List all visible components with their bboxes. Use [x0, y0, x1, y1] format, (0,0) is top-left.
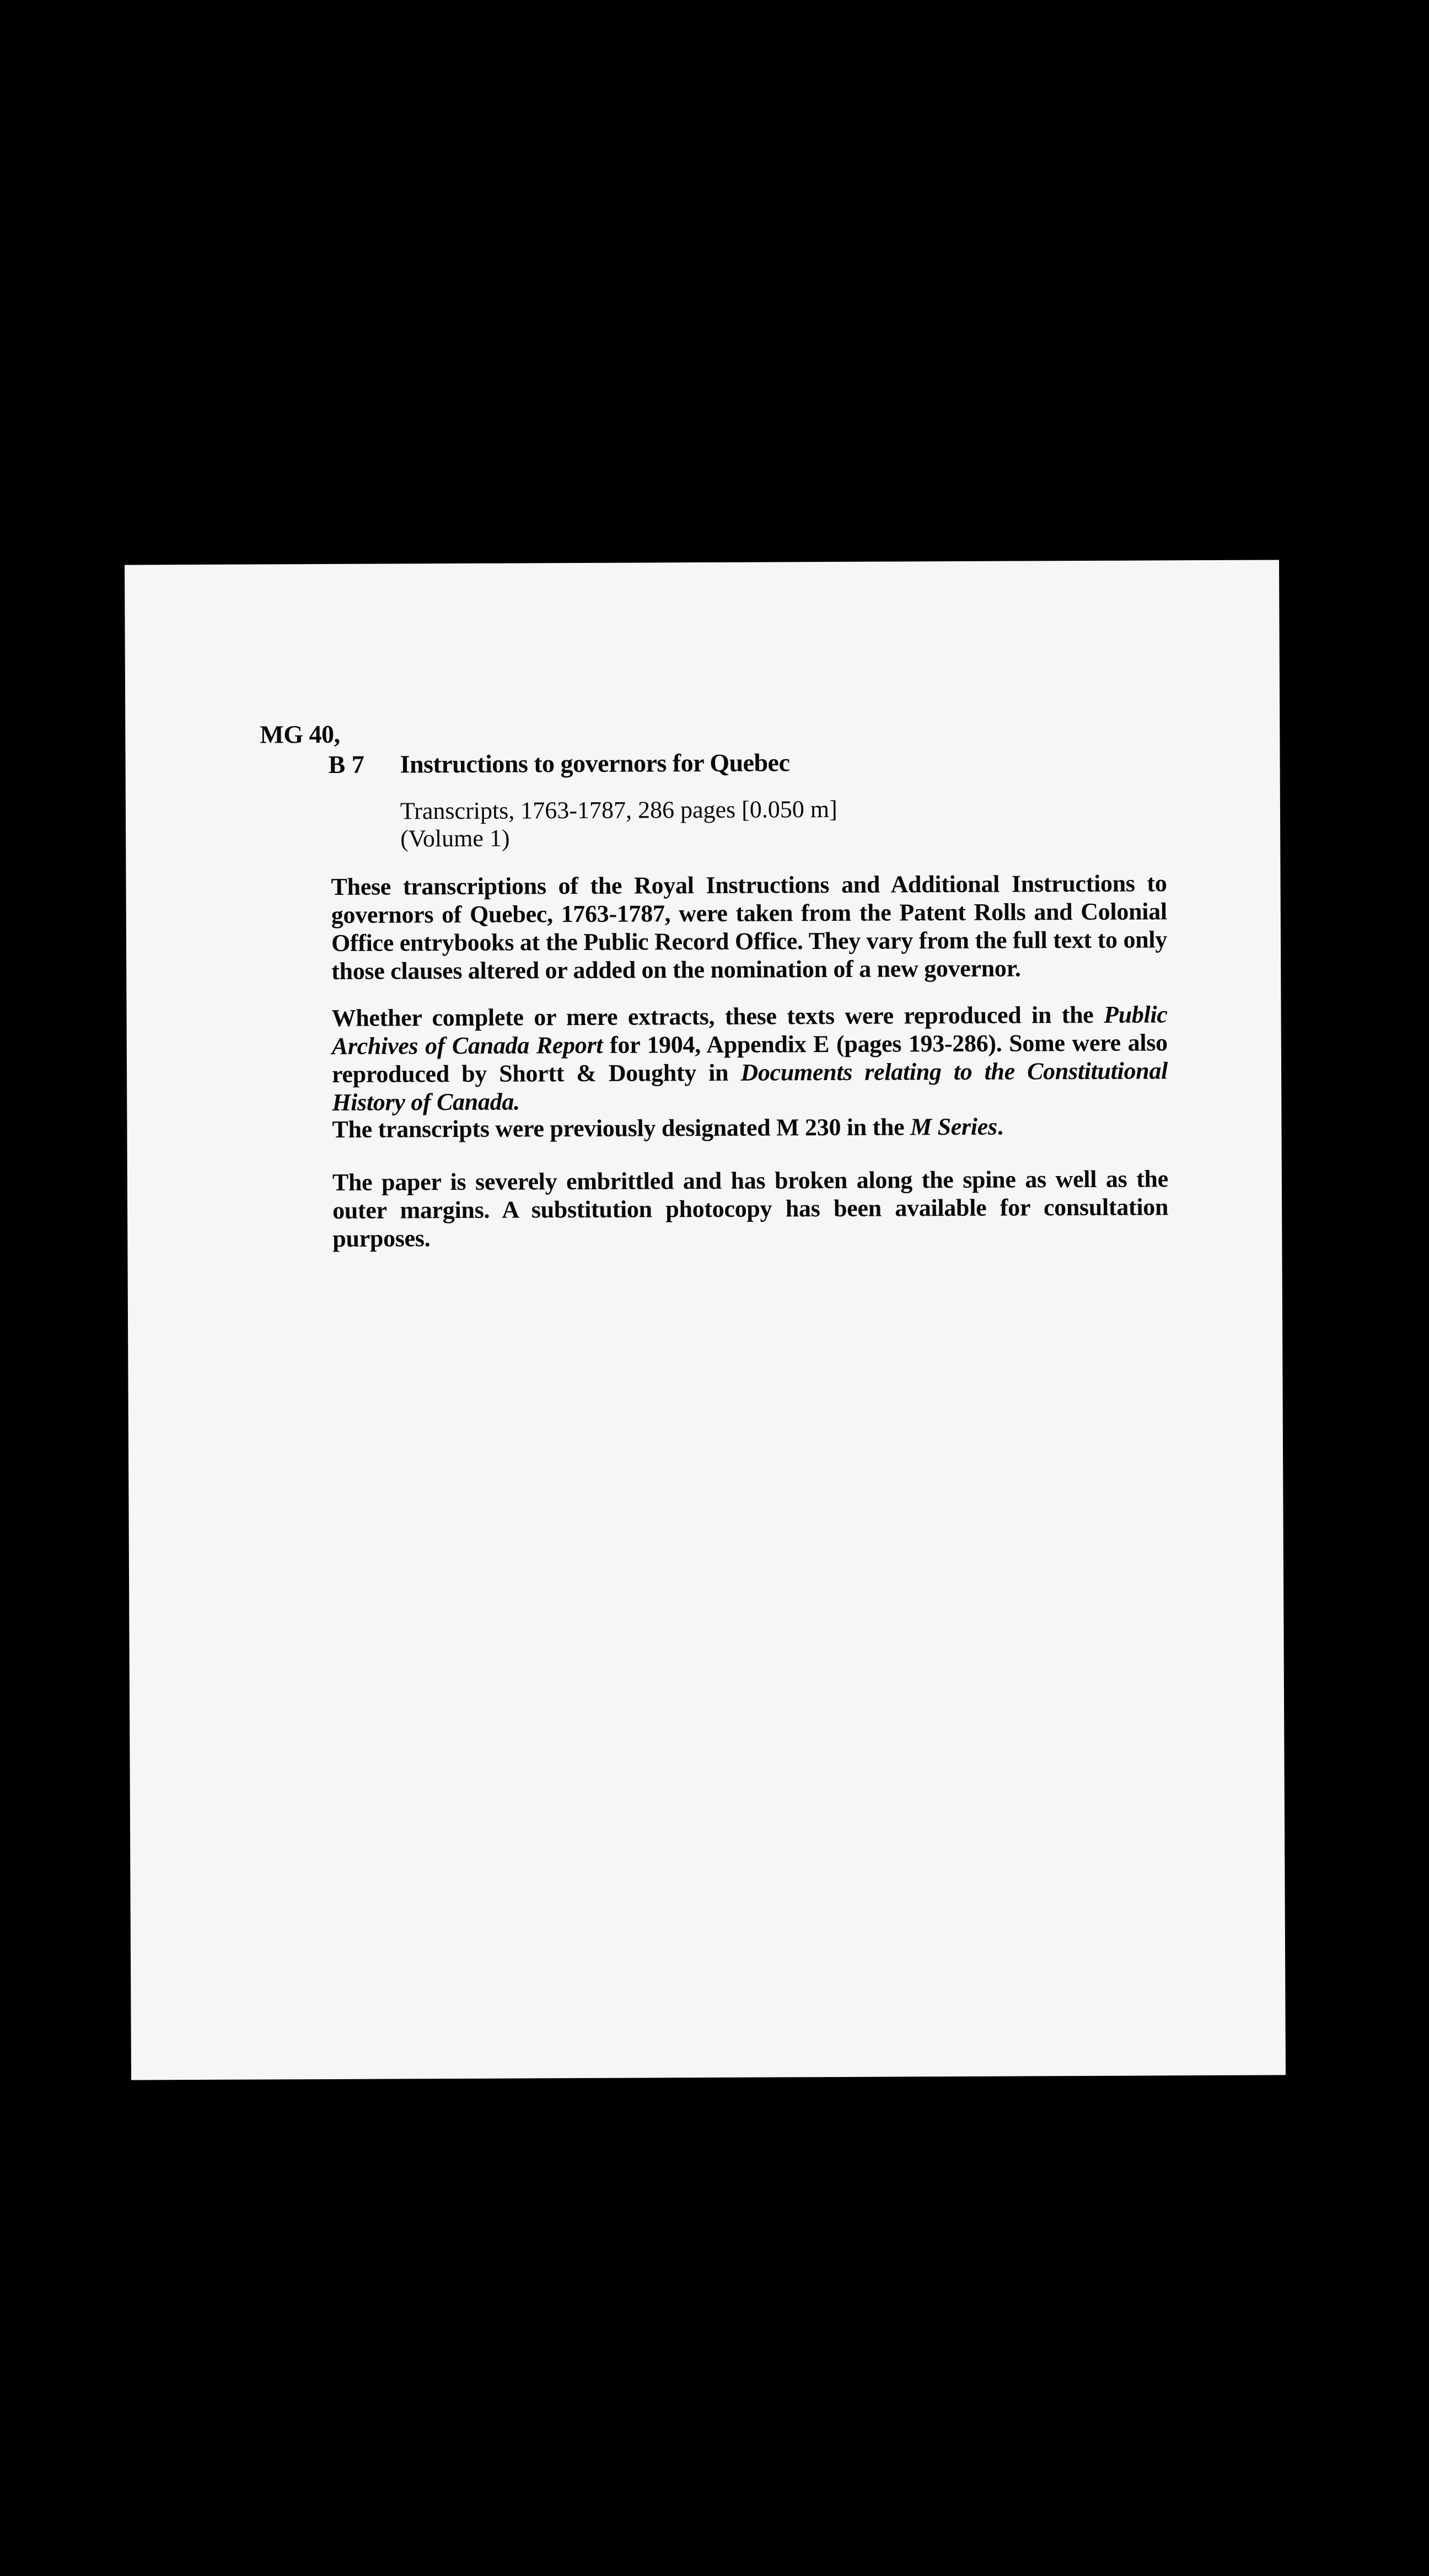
paragraph-text: The transcripts were previously designated M 230 in the — [332, 1113, 911, 1143]
documents-title: Documents relating to the Constitutional History of Canada. — [332, 1057, 1168, 1116]
series-code: B 7 — [328, 750, 364, 779]
report-title: Public Archives of Canada Report — [331, 1001, 1168, 1060]
series-title: Instructions to governors for Quebec — [400, 748, 790, 779]
extent-line: Transcripts, 1763-1787, 286 pages [0.050 m] — [400, 795, 837, 825]
paragraph-text: for 1904, Appendix E (pages 193-286). Some were also reproduced by Shortt & Doughty in — [331, 1029, 1168, 1088]
extent-block — [400, 796, 837, 852]
series-name: M Series — [910, 1113, 997, 1141]
description-paragraph: These transcriptions of the Royal Instructions and Additional Instructions to governors of Quebec, 1763-1787, were taken from the Patent Rolls and Colonial Office entrybooks at the Public Record Office. They vary from the full text to only those clauses altered or added on the nomination of a new governor. — [331, 870, 1168, 985]
paragraph-text: Whether complete or mere extracts, these texts were reproduced in the — [331, 1001, 1104, 1032]
volume-line: (Volume 1) — [400, 824, 510, 852]
page-content — [125, 560, 1286, 2080]
paragraph-text: . — [997, 1113, 1003, 1140]
designation-paragraph — [332, 1112, 1168, 1144]
condition-paragraph: The paper is severely embrittled and has broken along the spine as well as the outer margins. A substitution photocopy has been available for consultation purposes. — [332, 1165, 1169, 1252]
document-page — [125, 560, 1286, 2080]
manuscript-group-label: MG 40, — [260, 720, 340, 749]
reproduction-paragraph — [331, 1000, 1168, 1117]
